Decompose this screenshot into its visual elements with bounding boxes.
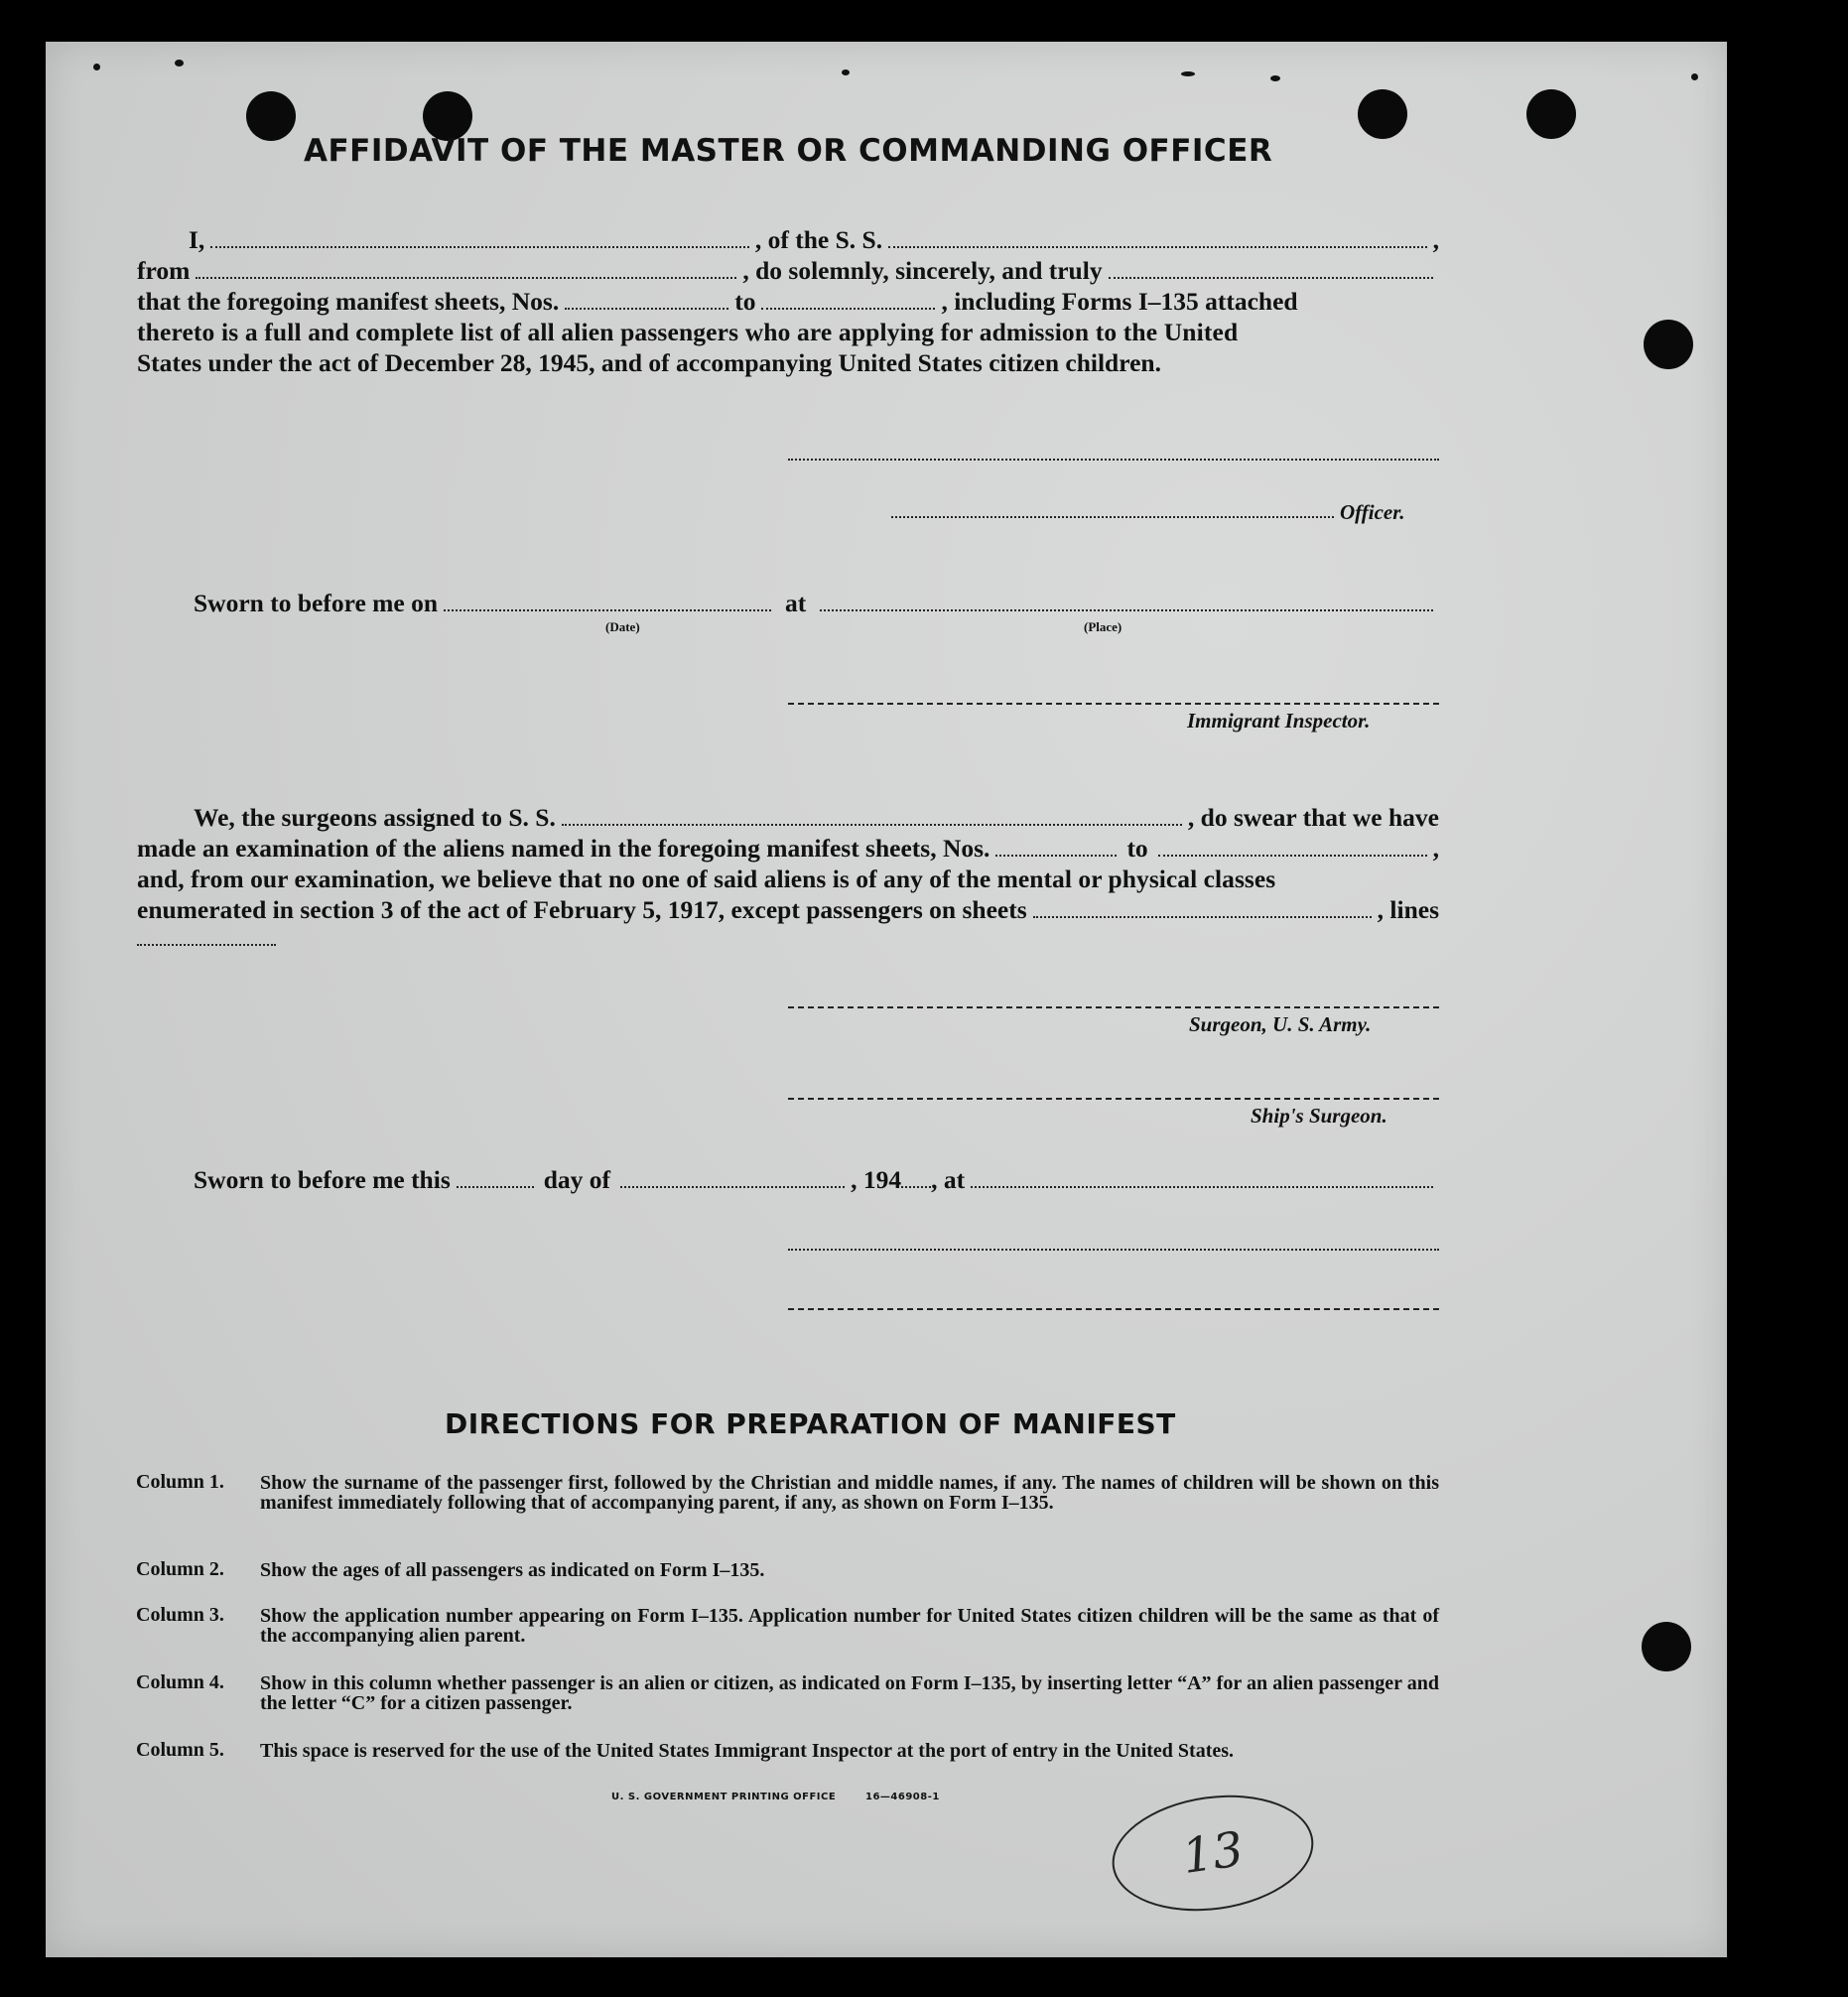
from-port-field[interactable] xyxy=(196,276,736,279)
column-2-label: Column 2. xyxy=(136,1558,224,1580)
of-ss-label: , of the S. S. xyxy=(754,225,883,254)
column-1-text: Show the surname of the passenger first, followed by the Christian and middle names, if any. The names of children will be shown on this manifest immediately following that of accompanying parent, if any, as shown on Form I–135. xyxy=(260,1472,1439,1514)
sworn-place-field[interactable] xyxy=(820,608,1433,611)
punch-hole xyxy=(1526,89,1576,139)
sworn-date-line xyxy=(194,588,1439,618)
column-3-label: Column 3. xyxy=(136,1604,224,1626)
army-surgeon-signature-line[interactable] xyxy=(788,1006,1439,1008)
sworn2-prefix: Sworn to before me this xyxy=(194,1165,451,1194)
affidavit-line-3 xyxy=(137,286,1439,317)
surgeons-lines-field[interactable] xyxy=(137,944,276,946)
officer-caption: Officer. xyxy=(1340,500,1405,524)
surgeons-sheets-exception[interactable] xyxy=(1033,915,1372,918)
surgeons-line-2 xyxy=(137,833,1439,864)
ship-surgeon-caption: Ship's Surgeon. xyxy=(1251,1104,1387,1128)
sworn2-year-prefix: , 194 xyxy=(851,1165,902,1194)
forms-label: , including Forms I–135 attached xyxy=(941,287,1298,316)
column-2-text: Show the ages of all passengers as indicated on Form I–135. xyxy=(260,1559,765,1581)
punch-hole xyxy=(1642,1622,1691,1671)
sworn2-day-field[interactable] xyxy=(457,1185,534,1188)
solemnly-label: , do solemnly, sincerely, and truly xyxy=(742,256,1103,285)
surgeons-to-label: to xyxy=(1126,834,1148,863)
speck xyxy=(1270,75,1280,81)
sworn2-month-field[interactable] xyxy=(620,1185,845,1188)
ship-surgeon-signature-line[interactable] xyxy=(788,1098,1439,1100)
army-surgeon-caption: Surgeon, U. S. Army. xyxy=(1189,1012,1372,1036)
master-name-field[interactable] xyxy=(210,245,749,248)
punch-hole xyxy=(246,91,296,141)
column-3-text: Show the application number appearing on Form I–135. Application number for United States citizen children will be the same as that of the accompanying alien parent. xyxy=(260,1605,1439,1647)
page-number-handwritten: 13 xyxy=(1105,1783,1321,1923)
sworn-prefix: Sworn to before me on xyxy=(194,589,438,617)
surgeons-lines-label: , lines xyxy=(1377,895,1439,924)
sworn2-year-field[interactable] xyxy=(901,1185,931,1188)
affidavit-i-label: I, xyxy=(189,225,205,254)
affirm-field[interactable] xyxy=(1109,276,1433,279)
to-label: to xyxy=(734,287,756,316)
affidavit-line-1 xyxy=(137,224,1439,255)
punch-hole xyxy=(1644,320,1693,369)
surgeons-line-1 xyxy=(137,802,1439,833)
sworn-date-field[interactable] xyxy=(444,608,771,611)
speck xyxy=(1691,73,1698,80)
sheets-from-field[interactable] xyxy=(565,307,728,310)
ship-name-field[interactable] xyxy=(888,245,1427,248)
speck xyxy=(175,60,184,67)
surgeons-swear: , do swear that we have xyxy=(1187,803,1439,832)
affidavit-line-5: States under the act of December 28, 1945, and of accompanying United States citizen children. xyxy=(137,348,1161,377)
punch-hole xyxy=(1358,89,1407,139)
affidavit-line-2 xyxy=(137,255,1439,286)
sheets-to-field[interactable] xyxy=(761,307,935,310)
surgeons-sheets-to[interactable] xyxy=(1158,854,1427,857)
column-1-label: Column 1. xyxy=(136,1471,224,1493)
affidavit-line-4: thereto is a full and complete list of all alien passengers who are applying for admission to the United xyxy=(137,318,1239,346)
date-caption: (Date) xyxy=(605,619,640,634)
surgeons-line-4 xyxy=(137,894,1439,925)
manifest-sheets-label: that the foregoing manifest sheets, Nos. xyxy=(137,287,560,316)
column-5-label: Column 5. xyxy=(136,1739,224,1761)
sworn2-signature-line[interactable] xyxy=(788,1249,1439,1251)
surgeons-line-3: and, from our examination, we believe that no one of said aliens is of any of the mental or physical classes xyxy=(137,865,1276,893)
speck xyxy=(93,64,100,70)
inspector-signature-line[interactable] xyxy=(788,703,1439,705)
officer-signature-line[interactable] xyxy=(891,516,1334,518)
sworn2-at: , at xyxy=(931,1165,966,1194)
surgeons-exam: made an examination of the aliens named in the foregoing manifest sheets, Nos. xyxy=(137,834,990,863)
sworn-day-line xyxy=(194,1164,1439,1195)
column-5-text: This space is reserved for the use of the United States Immigrant Inspector at the port of entry in the United States. xyxy=(260,1740,1235,1762)
form-code: 16—46908-1 xyxy=(865,1792,940,1802)
affidavit-title: AFFIDAVIT OF THE MASTER OR COMMANDING OFFICER xyxy=(304,133,1273,169)
sworn2-day-of: day of xyxy=(543,1165,611,1194)
surgeons-enumerated: enumerated in section 3 of the act of February 5, 1917, except passengers on sheets xyxy=(137,895,1027,924)
line-end: , xyxy=(1432,225,1440,254)
sworn-at-label: at xyxy=(785,589,807,617)
surgeons-sheets-from[interactable] xyxy=(995,854,1117,857)
surgeons-ship-field[interactable] xyxy=(562,823,1182,826)
printer-imprint: U. S. GOVERNMENT PRINTING OFFICE xyxy=(611,1792,837,1802)
inspector-caption: Immigrant Inspector. xyxy=(1187,709,1371,732)
column-4-label: Column 4. xyxy=(136,1671,224,1693)
surgeons-intro: We, the surgeons assigned to S. S. xyxy=(194,803,556,832)
surgeons-comma: , xyxy=(1432,834,1439,863)
from-label: from xyxy=(137,256,191,285)
master-signature-line[interactable] xyxy=(788,459,1439,461)
directions-title: DIRECTIONS FOR PREPARATION OF MANIFEST xyxy=(445,1407,1176,1440)
column-4-text: Show in this column whether passenger is an alien or citizen, as indicated on Form I–135, by inserting letter “A” for an alien passenger and the letter “C” for a citizen passenger. xyxy=(260,1672,1439,1714)
sworn2-title-line[interactable] xyxy=(788,1308,1439,1310)
speck xyxy=(1181,71,1195,76)
sworn2-place-field[interactable] xyxy=(971,1185,1433,1188)
place-caption: (Place) xyxy=(1084,619,1122,634)
speck xyxy=(842,69,850,75)
